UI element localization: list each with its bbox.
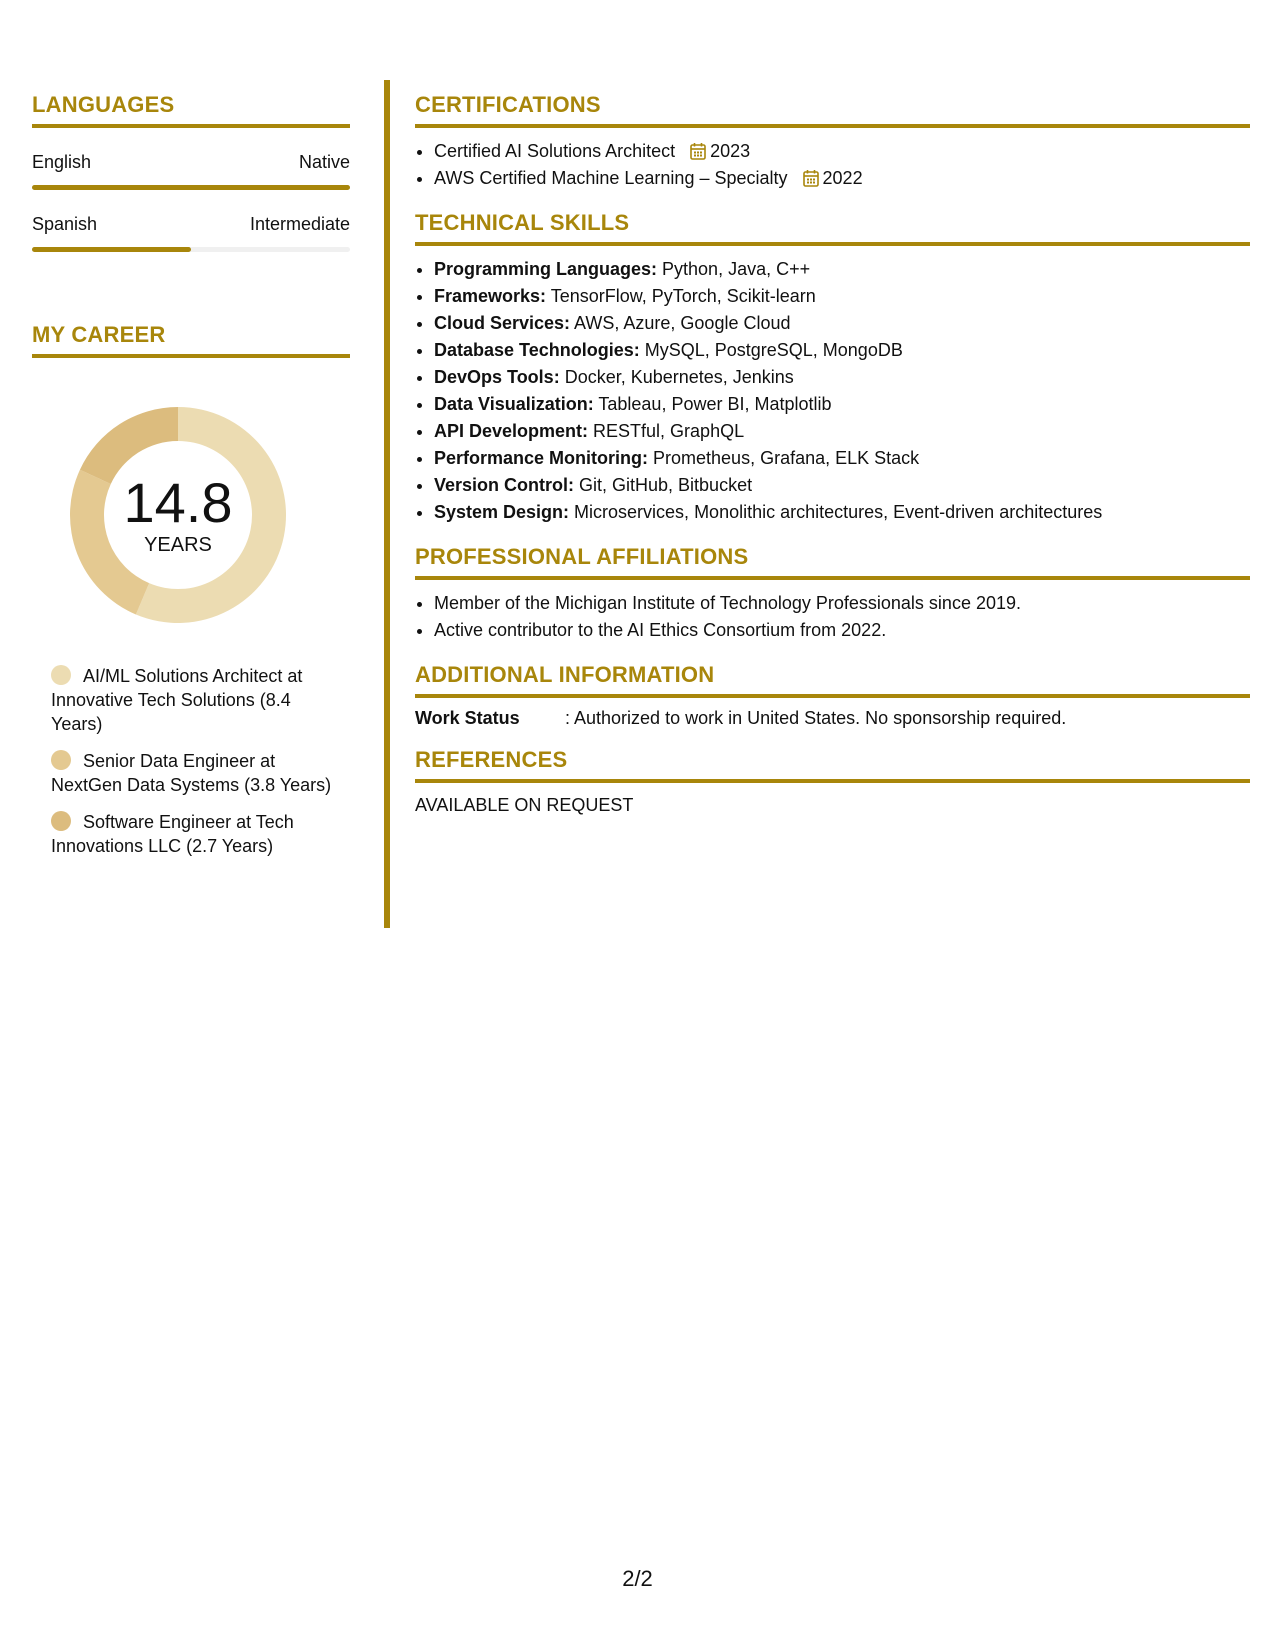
column-divider	[384, 80, 390, 928]
languages-heading: LANGUAGES	[32, 92, 350, 128]
career-legend-label: Senior Data Engineer at NextGen Data Systems (3.8 Years)	[51, 751, 332, 795]
skill-category: Cloud Services:	[434, 313, 571, 333]
language-proficiency-fill	[32, 185, 350, 190]
language-proficiency-bar	[32, 247, 350, 252]
skill-category: Performance Monitoring:	[434, 448, 649, 468]
skill-values: Prometheus, Grafana, ELK Stack	[648, 448, 920, 468]
page-number: 2/2	[622, 1566, 653, 1591]
skill-category: Frameworks:	[434, 286, 547, 306]
skill-values: MySQL, PostgreSQL, MongoDB	[639, 340, 903, 360]
skill-values: Docker, Kubernetes, Jenkins	[559, 367, 794, 387]
career-legend-label: AI/ML Solutions Architect at Innovative Tech Solutions (8.4 Years)	[51, 666, 303, 734]
skill-category: Database Technologies:	[434, 340, 640, 360]
skill-category: Data Visualization:	[434, 394, 594, 414]
career-legend	[32, 664, 350, 858]
career-legend-item	[51, 810, 341, 858]
skill-item	[434, 337, 1250, 364]
certifications-section	[415, 92, 1250, 192]
affiliation-item: • Member of the Michigan Institute of Technology Professionals since 2019.	[434, 590, 1250, 617]
skill-values: Tableau, Power BI, Matplotlib	[593, 394, 832, 414]
affiliations-heading: PROFESSIONAL AFFILIATIONS	[415, 544, 1250, 580]
references-heading: REFERENCES	[415, 747, 1250, 783]
additional-info-section	[415, 662, 1250, 729]
skill-item	[434, 391, 1250, 418]
skills-section	[415, 210, 1250, 526]
left-column	[32, 92, 350, 871]
language-level: Intermediate	[249, 214, 350, 234]
legend-dot-icon	[51, 811, 71, 831]
additional-info-heading: ADDITIONAL INFORMATION	[415, 662, 1250, 698]
skill-item	[434, 283, 1250, 310]
legend-dot-icon	[51, 750, 71, 770]
language-proficiency-bar	[32, 185, 350, 190]
career-legend-label: Software Engineer at Tech Innovations LLC (2.7 Years)	[51, 812, 294, 856]
certification-year: 2022	[822, 168, 863, 188]
certification-name: AWS Certified Machine Learning – Specialty	[434, 168, 788, 188]
skill-values: RESTful, GraphQL	[588, 421, 745, 441]
career-heading: MY CAREER	[32, 322, 350, 358]
skill-item	[434, 364, 1250, 391]
skill-values: Git, GitHub, Bitbucket	[574, 475, 753, 495]
skill-item	[434, 499, 1250, 526]
skill-item	[434, 256, 1250, 283]
work-status-label: Work Status	[415, 708, 520, 728]
skill-item	[434, 418, 1250, 445]
skill-category: Programming Languages:	[434, 259, 658, 279]
skill-item	[434, 472, 1250, 499]
skill-item	[434, 310, 1250, 337]
skill-values: TensorFlow, PyTorch, Scikit-learn	[546, 286, 816, 306]
language-level: Native	[298, 152, 350, 172]
language-proficiency-fill	[32, 247, 191, 252]
legend-dot-icon	[51, 665, 71, 685]
language-name: Spanish	[32, 214, 98, 234]
career-years-unit: YEARS	[144, 533, 212, 556]
skill-category: DevOps Tools:	[434, 367, 560, 387]
skill-values: AWS, Azure, Google Cloud	[570, 313, 791, 333]
skill-category: System Design:	[434, 502, 570, 522]
references-section	[415, 747, 1250, 816]
affiliation-item: • Active contributor to the AI Ethics Consortium from 2022.	[434, 617, 1250, 644]
references-text: AVAILABLE ON REQUEST	[415, 795, 634, 815]
career-total-years: 14.8	[123, 470, 233, 534]
language-item	[32, 214, 350, 252]
skill-category: API Development:	[434, 421, 589, 441]
career-donut-chart	[65, 402, 291, 628]
skills-heading: TECHNICAL SKILLS	[415, 210, 1250, 246]
right-column	[415, 92, 1250, 834]
career-legend-item	[51, 664, 341, 736]
certifications-heading: CERTIFICATIONS	[415, 92, 1250, 128]
language-item	[32, 152, 350, 190]
work-status-value: : Authorized to work in United States. No sponsorship required.	[565, 708, 1067, 728]
skill-item	[434, 445, 1250, 472]
career-legend-item	[51, 749, 341, 797]
certification-item	[434, 138, 1250, 165]
calendar-icon	[690, 142, 706, 160]
calendar-icon	[803, 169, 819, 187]
affiliations-section	[415, 544, 1250, 644]
work-status-row	[415, 708, 1250, 729]
certification-item	[434, 165, 1250, 192]
certification-name: Certified AI Solutions Architect	[434, 141, 676, 161]
skill-values: Python, Java, C++	[657, 259, 811, 279]
language-name: English	[32, 152, 92, 172]
skill-values: Microservices, Monolithic architectures, Event-driven architectures	[569, 502, 1103, 522]
skill-category: Version Control:	[434, 475, 575, 495]
certification-year: 2023	[710, 141, 751, 161]
